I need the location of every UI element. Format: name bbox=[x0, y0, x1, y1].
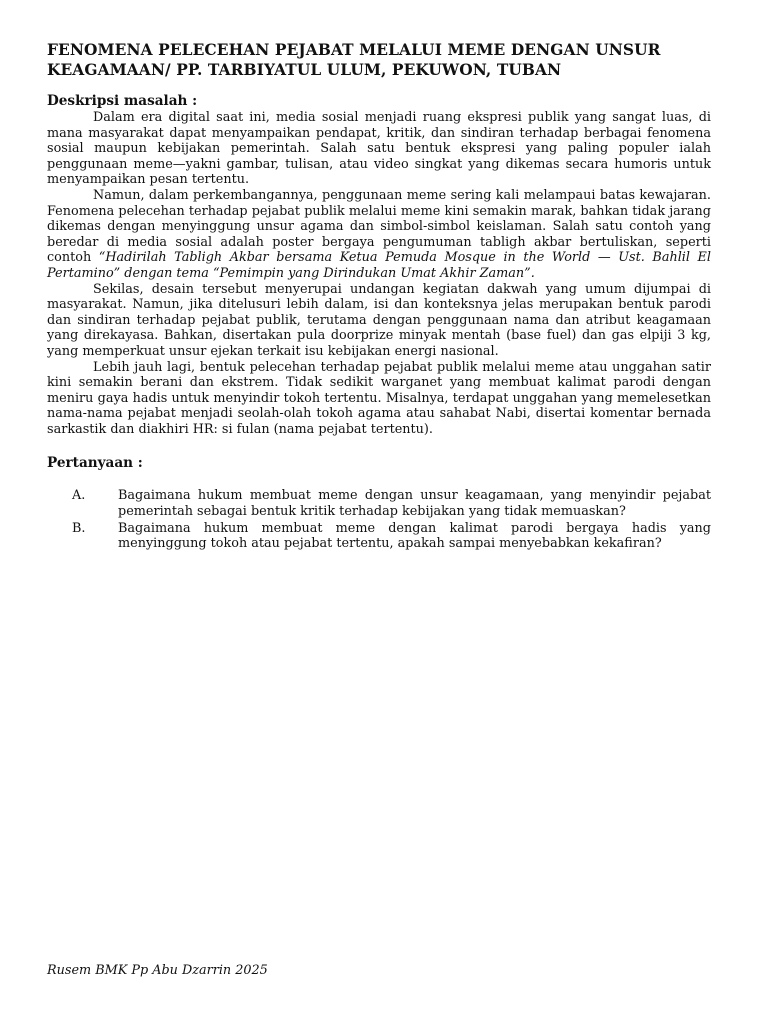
document-page bbox=[47, 40, 711, 553]
question-marker: B. bbox=[72, 520, 86, 536]
document-title: FENOMENA PELECEHAN PEJABAT MELALUI MEME DENGAN UNSUR KEAGAMAAN/ PP. TARBIYATUL ULUM, PEKUWON, TUBAN bbox=[47, 41, 661, 79]
paragraph-2-quote: “Hadirilah Tabligh Akbar bersama Ketua Pemuda Mosque in the World — Ust. Bahlil El Pertamino” dengan tema “Pemimpin yang Dirindukan Umat Akhir Zaman”. bbox=[47, 250, 711, 281]
question-item bbox=[72, 521, 711, 552]
question-item bbox=[72, 488, 711, 519]
question-text: Bagaimana hukum membuat meme dengan kalimat parodi bergaya hadis yang menyinggung tokoh atau pejabat tertentu, apakah sampai menyebabkan kekafiran? bbox=[118, 520, 711, 552]
description-paragraph-3: Sekilas, desain tersebut menyerupai undangan kegiatan dakwah yang umum dijumpai di masyarakat. Namun, jika ditelusuri lebih dalam, isi dan konteksnya jelas merupakan bentuk parodi dan sindiran terhadap pejabat publik, terutama dengan penggunaan nama dan atribut keagamaan yang direkayasa. Bahkan, disertakan pula doorprize minyak mentah (base fuel) dan gas elpiji 3 kg, yang memperkuat unsur ejekan terkait isu kebijakan energi nasional. bbox=[47, 281, 711, 359]
question-text: Bagaimana hukum membuat meme dengan unsur keagamaan, yang menyindir pejabat pemerintah sebagai bentuk kritik terhadap kebijakan yang tidak memuaskan? bbox=[118, 488, 711, 520]
description-paragraph-2 bbox=[47, 188, 711, 282]
description-paragraph-4: Lebih jauh lagi, bentuk pelecehan terhadap pejabat publik melalui meme atau unggahan satir kini semakin berani dan ekstrem. Tidak sedikit warganet yang membuat kalimat parodi dengan meniru gaya hadis untuk menyindir tokoh tertentu. Misalnya, terdapat unggahan yang memelesetkan nama-nama pejabat menjadi seolah-olah tokoh agama atau sahabat Nabi, disertai komentar bernada sarkastik dan diakhiri HR: si fulan (nama pejabat tertentu). bbox=[47, 359, 711, 437]
questions-list bbox=[47, 488, 711, 551]
section-spacer bbox=[47, 437, 711, 454]
description-paragraph-1: Dalam era digital saat ini, media sosial menjadi ruang ekspresi publik yang sangat luas, di mana masyarakat dapat menyampaikan pendapat, kritik, dan sindiran terhadap berbagai fenomena sosial maupun kebijakan pemerintah. Salah satu bentuk ekspresi yang paling populer ialah penggunaan meme—yakni gambar, tulisan, atau video singkat yang dikemas secara humoris untuk menyampaikan pesan tertentu. bbox=[47, 110, 711, 188]
description-heading: Deskripsi masalah : bbox=[47, 93, 198, 109]
footer-credit: Rusem BMK Pp Abu Dzarrin 2025 bbox=[47, 963, 268, 978]
paragraph-2-text: Namun, dalam perkembangannya, penggunaan meme sering kali melampaui batas kewajaran. Fenomena pelecehan terhadap pejabat publik melalui meme kini semakin marak, bahkan tidak jarang dikemas dengan menyinggung unsur agama dan simbol-simbol keislaman. Salah satu contoh yang beredar di media sosial adalah poster bergaya pengumuman tabligh akbar bertuliskan, seperti contoh bbox=[47, 187, 711, 266]
questions-heading: Pertanyaan : bbox=[47, 455, 143, 472]
question-marker: A. bbox=[72, 488, 86, 504]
